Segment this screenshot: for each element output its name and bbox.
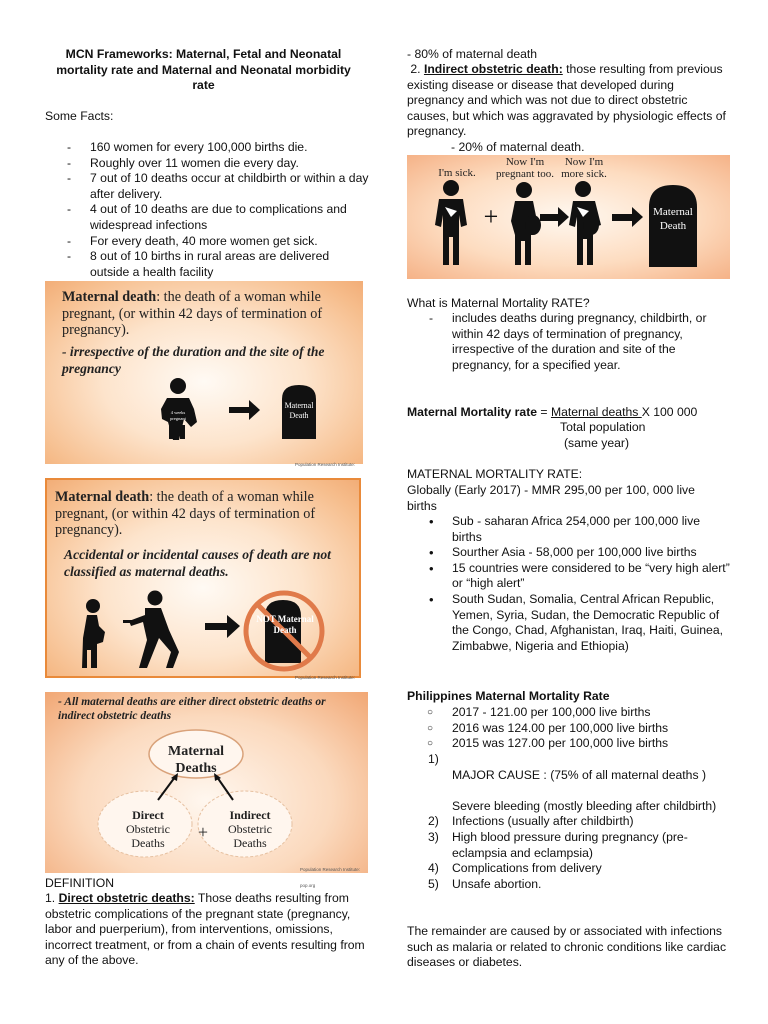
cause-text: Severe bleeding (mostly bleeding after childbirth): [452, 798, 717, 813]
mmr-definition: - includes deaths during pregnancy, childbirth, or within 42 days of termination of pregnancy, irrespective of the duration and site of the pregnancy, for a specified year.: [407, 311, 729, 373]
arrow-right-icon: [540, 207, 569, 227]
slide-term: Maternal death: [55, 489, 150, 505]
fact-item: - 7 out of 10 deaths occur at childbirth or within a day after delivery.: [45, 171, 370, 202]
caption-2: Now I'm: [505, 156, 545, 168]
slide-note: - All maternal deaths are either direct obstetric deaths or indirect obstetric deaths: [58, 696, 326, 722]
ph-list: [407, 705, 732, 752]
item-number: 2.: [410, 62, 421, 76]
pregnant-woman-icon: [161, 378, 197, 440]
indirect-term: Indirect obstetric death:: [423, 62, 563, 76]
mmr-definition-list: [407, 311, 729, 373]
list-item: • South Sudan, Somalia, Central African Republic, Yemen, Syria, Sudan, the Democratic Republic of the Congo, Chad, Afghanistan, Iraq, Haiti, Guinea, Zimbabwe, Nigeria and Ethiopia): [407, 592, 732, 654]
arrow-right-icon: [612, 207, 643, 227]
direct-text: Those deaths resulting from obstetric complications of the pregnant state (pregnancy, labor and puerperium), from interventions, omissions, incorrect treatment, or from a chain of events resulting from any of the above.: [45, 891, 365, 968]
stone-label-2: Death: [289, 411, 309, 420]
caption-1: I'm sick.: [438, 167, 476, 179]
formula-multiplier: X 100 000: [641, 405, 698, 419]
slide-credit: Population Research Institute: pop.org: [300, 867, 361, 888]
node-label: Deaths: [131, 836, 165, 850]
facts-heading: Some Facts:: [45, 109, 114, 123]
node-label: Indirect: [229, 808, 271, 822]
stone-label-2: Death: [659, 220, 687, 232]
node-label: Obstetric: [228, 822, 272, 836]
plus-icon: +: [197, 822, 209, 842]
slide-note: Accidental or incidental causes of death are not classified as maternal deaths.: [64, 547, 331, 579]
arrow-right-icon: [205, 615, 240, 638]
fact-item: - 160 women for every 100,000 births die.: [45, 140, 370, 156]
item-number: 2): [428, 814, 439, 829]
figure-label-1: 4 weeks: [170, 410, 186, 415]
fact-item: - 8 out of 10 births in rural areas are delivered outside a health facility: [45, 249, 370, 280]
node-label: Maternal: [168, 744, 224, 759]
indirect-obstetric-definition: [407, 62, 727, 140]
node-label: Obstetric: [126, 822, 170, 836]
accidental-death-illustration: [47, 480, 363, 680]
slide-definition-text: : the death of a woman while pregnant, (or within 42 days of termination of pregnancy).: [62, 289, 323, 338]
indirect-text: those resulting from previous existing disease or disease that developed during pregnancy and which was not due to direct obstetric causes, but which was aggravated by physiologic effects of pregnancy.: [407, 62, 726, 139]
sicker-person-icon: [569, 181, 601, 265]
cause-text: Unsafe abortion.: [452, 876, 542, 891]
mmr-formula: [407, 405, 737, 421]
caption-3: more sick.: [561, 168, 607, 180]
item-number: 4): [428, 861, 439, 876]
formula-note: (same year): [564, 436, 630, 450]
slide-note: - irrespective of the duration and the site of the pregnancy: [62, 344, 325, 376]
node-label: Deaths: [233, 836, 267, 850]
definition-heading: DEFINITION: [45, 876, 115, 890]
formula-denominator: Total population: [560, 420, 646, 434]
cause-item: [407, 814, 727, 830]
mmr-heading: MATERNAL MORTALITY RATE:: [407, 467, 583, 481]
list-item: • Sourther Asia - 58,000 per 100,000 live births: [407, 545, 732, 561]
stone-label-1: NOT Maternal: [256, 614, 314, 624]
indirect-death-illustration: [407, 155, 730, 279]
node-label: Direct: [132, 808, 164, 822]
cause-text: Complications from delivery: [452, 861, 602, 876]
node-label: Deaths: [175, 761, 217, 776]
cause-item: [407, 877, 727, 893]
slide-definition-text: : the death of a woman while pregnant, (or within 42 days of termination of pregnancy).: [55, 489, 316, 538]
item-number: 3): [428, 829, 439, 844]
cause-item: [407, 861, 727, 877]
item-number: 1): [428, 752, 439, 766]
global-mmr: Globally (Early 2017) - MMR 295,00 per 100, 000 live births: [407, 483, 695, 513]
formula-equals: =: [537, 405, 551, 419]
list-item: ○ 2017 - 121.00 per 100,000 live births: [407, 705, 732, 721]
formula-numerator: Maternal deaths: [550, 405, 642, 419]
maternal-deaths-diagram: [45, 692, 368, 873]
mmr-question: What is Maternal Mortality RATE?: [407, 296, 590, 310]
stone-label-1: Maternal: [284, 401, 314, 410]
global-list: [407, 514, 732, 654]
slide-credit: Population Research Institute:: [295, 462, 356, 467]
figure-label-2: pregnant: [170, 416, 186, 421]
fact-item: - Roughly over 11 women die every day.: [45, 156, 370, 172]
facts-list: [45, 140, 370, 280]
plus-icon: +: [483, 202, 499, 231]
direct-term: Direct obstetric deaths:: [58, 891, 195, 905]
caption-3: Now I'm: [564, 156, 604, 168]
list-item: • 15 countries were considered to be “very high alert” or “high alert”: [407, 561, 732, 592]
slide-credit: Population Research Institute:: [295, 675, 356, 680]
maternal-death-definition-slide: [45, 281, 363, 467]
cause-text: High blood pressure during pregnancy (pre-eclampsia and eclampsia): [452, 829, 688, 860]
fact-item: - 4 out of 10 deaths are due to complications and widespread infections: [45, 202, 370, 233]
sick-person-icon: [435, 180, 467, 265]
list-item: • Sub - saharan Africa 254,000 per 100,000 live births: [407, 514, 732, 545]
indirect-death-svg: [407, 155, 730, 279]
list-item: ○ 2015 was 127.00 per 100,000 live births: [407, 736, 732, 752]
pregnant-woman-icon: [82, 599, 105, 668]
caption-2: pregnant too.: [495, 168, 555, 180]
gunman-icon: [123, 591, 179, 669]
direct-obstetric-definition: [45, 891, 370, 969]
stone-label-2: Death: [273, 625, 297, 635]
remainder-text: The remainder are caused by or associated with infections such as malaria or related to chronic conditions like cardiac diseases or diabetes.: [407, 924, 727, 970]
arrow-right-icon: [229, 400, 260, 420]
cause-text: Infections (usually after childbirth): [452, 814, 634, 829]
formula-label: Maternal Mortality rate: [407, 405, 538, 419]
slide-term: Maternal death: [62, 289, 157, 305]
cause-item: [407, 752, 727, 814]
causes-list: [407, 752, 727, 892]
cause-item: [407, 830, 727, 861]
pregnant-woman-icon: [511, 182, 541, 265]
direct-percentage: - 80% of maternal death: [407, 47, 538, 61]
ph-heading: Philippines Maternal Mortality Rate: [407, 689, 610, 703]
stone-label-1: Maternal: [653, 206, 693, 218]
list-item: ○ 2016 was 124.00 per 100,000 live births: [407, 721, 732, 737]
pregnant-woman-to-death-illustration: [45, 281, 363, 464]
item-number: 1.: [45, 891, 56, 905]
not-maternal-death-slide: [45, 478, 361, 678]
indirect-percentage: - 20% of maternal death.: [451, 140, 585, 154]
major-cause: MAJOR CAUSE : (75% of all maternal deaths ): [452, 767, 706, 782]
item-number: 5): [428, 876, 439, 891]
fact-item: - For every death, 40 more women get sick.: [45, 234, 370, 250]
document-title: MCN Frameworks: Maternal, Fetal and Neonatal mortality rate and Maternal and Neonatal morbidity rate: [56, 47, 351, 93]
